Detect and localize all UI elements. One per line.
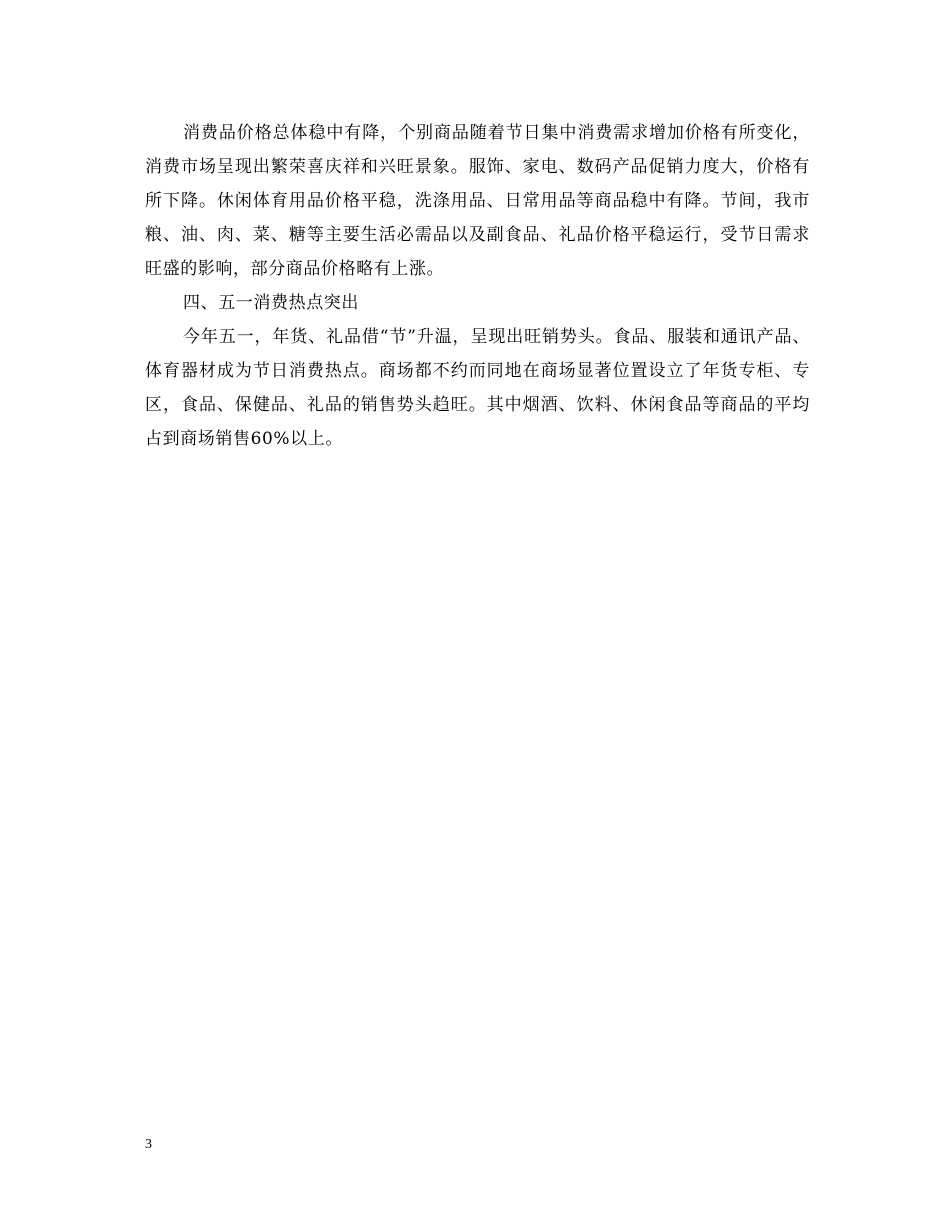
page-number: 3 <box>145 1137 152 1152</box>
document-body <box>145 116 810 456</box>
section-heading-may-day-hotspots: 四、五一消费热点突出 <box>183 293 359 313</box>
paragraph-may-day-sales: 今年五一，年货、礼品借“节”升温，呈现出旺销势头。食品、服装和通讯产品、体育器材成为节日消费热点。商场都不约而同地在商场显著位置设立了年货专柜、专区，食品、保健品、礼品的销售势头趋旺。其中烟酒、饮料、休闲食品等商品的平均占到商场销售60%以上。 <box>145 327 810 449</box>
paragraph-consumer-prices: 消费品价格总体稳中有降，个别商品随着节日集中消费需求增加价格有所变化，消费市场呈现出繁荣喜庆祥和兴旺景象。服饰、家电、数码产品促销力度大，价格有所下降。休闲体育用品价格平稳，洗涤用品、日常用品等商品稳中有降。节间，我市粮、油、肉、菜、糖等主要生活必需品以及副食品、礼品价格平稳运行，受节日需求旺盛的影响，部分商品价格略有上涨。 <box>145 123 810 279</box>
